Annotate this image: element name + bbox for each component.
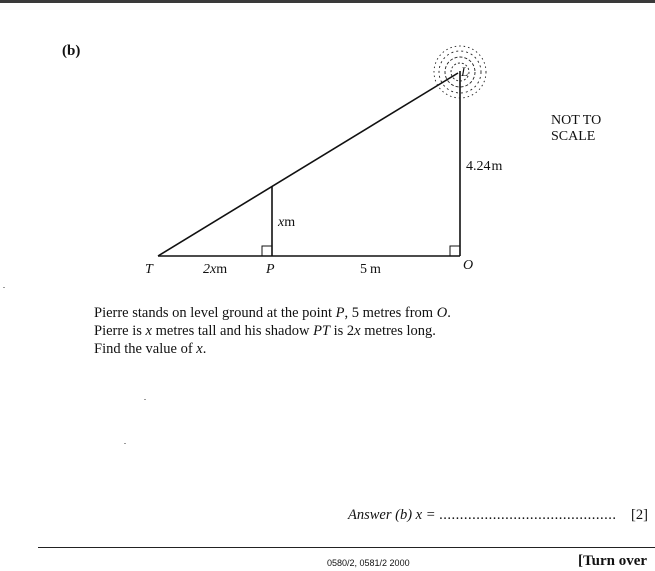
turn-over-label: [Turn over: [578, 553, 648, 569]
answer-line[interactable]: [348, 507, 617, 524]
label-t: T: [145, 262, 153, 277]
question-text: [94, 304, 451, 358]
right-angle-o: [450, 246, 460, 256]
scan-speck: [144, 399, 146, 400]
label-l: L: [461, 64, 469, 79]
label-po-length: 5 m: [360, 262, 381, 277]
right-angle-p: [262, 246, 272, 256]
label-p: P: [266, 262, 275, 277]
answer-label: Answer (b) x =: [348, 507, 436, 523]
scan-speck: [124, 443, 126, 444]
label-o: O: [463, 258, 474, 273]
label-lamp-height: 4.24m: [466, 159, 503, 174]
label-pierre-height: xm: [278, 215, 296, 230]
marks-badge: [2]: [631, 507, 648, 523]
not-to-scale-note: [551, 113, 631, 145]
question-line-3: Find the value of x.: [94, 341, 207, 357]
label-tp-length: 2xm: [203, 262, 228, 277]
scale-note-line-1: NOT TO: [551, 113, 602, 128]
question-line-2: Pierre is x metres tall and his shadow PT is 2x metres long.: [94, 323, 436, 339]
part-label: (b): [62, 43, 81, 59]
light-ray: [158, 73, 458, 256]
scan-speck: [3, 287, 5, 288]
scale-note-line-2: SCALE: [551, 129, 596, 144]
footer-divider: [38, 547, 655, 548]
paper-code: 0580/2, 0581/2 2000: [327, 558, 410, 568]
question-line-1: Pierre stands on level ground at the point P, 5 metres from O.: [94, 305, 451, 321]
answer-blank[interactable]: ...........................................: [439, 507, 617, 523]
